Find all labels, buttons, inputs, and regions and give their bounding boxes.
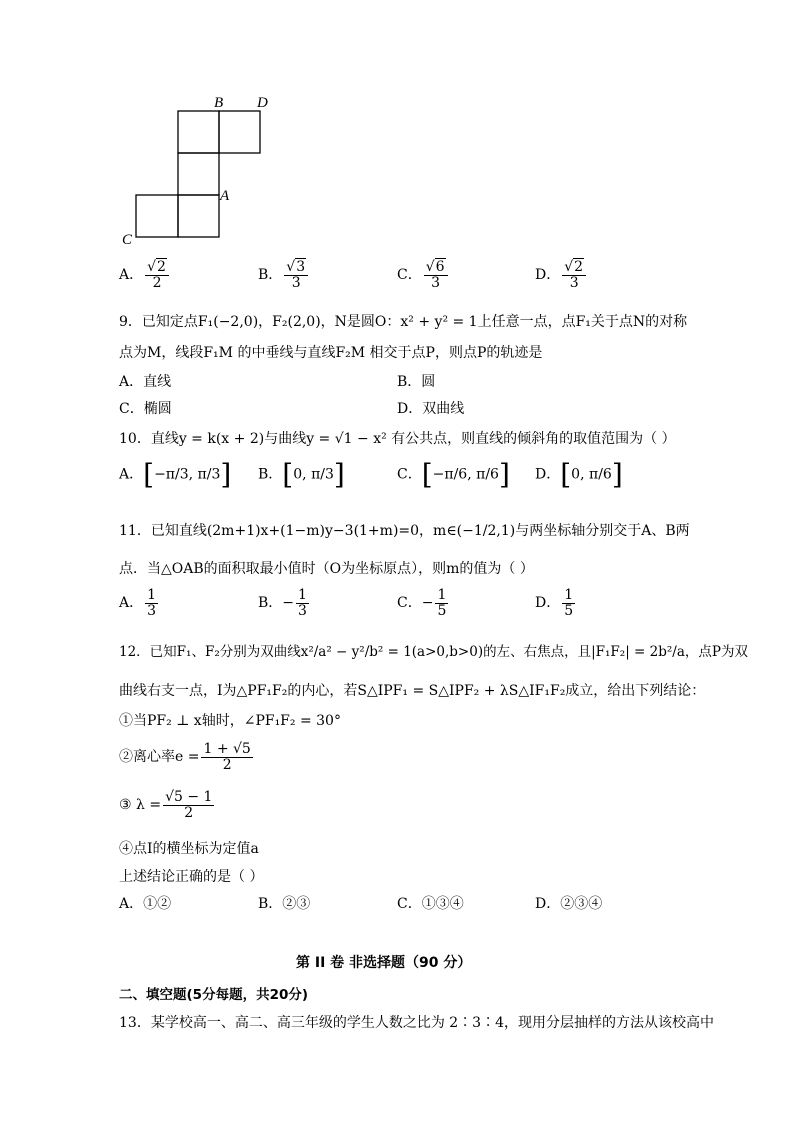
option-denominator: 3 <box>147 602 157 619</box>
option-letter: B． <box>258 466 283 483</box>
q11-stem-line2: 点．当△OAB的面积取最小值时（O为坐标原点），则m的值为（ ） <box>119 561 534 577</box>
q11-option-d <box>535 588 577 618</box>
option-letter: A． <box>119 466 144 483</box>
statement-numerator: √5 − 1 <box>165 789 213 805</box>
option-denominator: 5 <box>564 602 574 619</box>
q11-stem-line1: 11．已知直线(2m+1)x+(1−m)y−3(1+m)=0，m∈(−1/2,1)与两坐标轴分别交于A、B两 <box>119 523 690 539</box>
q8-option-d: D． $\frac{√2}{3}$ <box>535 260 588 290</box>
q12-conclusion: 上述结论正确的是（ ） <box>119 869 264 885</box>
option-numerator: 3 <box>296 259 306 275</box>
statement-prefix: ③ λ = <box>119 797 162 814</box>
q12-option-a: A．①② <box>119 896 172 912</box>
option-numerator: 1 <box>147 587 157 603</box>
figure-label-a: A <box>220 188 230 204</box>
interval-low: −π/3 <box>154 466 189 483</box>
option-letter: B． <box>258 595 283 612</box>
figure-label-b: B <box>214 95 224 111</box>
option-sign: − <box>421 595 434 612</box>
option-letter: C． <box>397 595 422 612</box>
option-denominator: 3 <box>298 602 307 619</box>
q9-stem-line2: 点为M，线段F₁M 的中垂线与直线F₂M 相交于点P，则点P的轨迹是 <box>119 345 543 361</box>
q8-option-a: A． $\frac{√2}{2}$ <box>119 260 171 290</box>
option-letter: B． <box>258 267 283 284</box>
interval-high: π/3 <box>311 466 334 483</box>
option-numerator: 1 <box>437 587 447 603</box>
option-letter: C． <box>397 267 422 284</box>
option-numerator: 6 <box>435 259 445 275</box>
q12-option-b: B．②③ <box>258 896 311 912</box>
option-numerator: 2 <box>574 259 584 275</box>
option-denominator: 2 <box>152 274 162 291</box>
section-subtitle: 二、填空题(5分每题，共20分) <box>119 987 309 1003</box>
option-letter: D． <box>535 595 561 612</box>
statement-prefix: ②离心率e = <box>119 749 200 766</box>
q12-statement-2 <box>119 742 255 772</box>
option-denominator: 3 <box>291 274 301 291</box>
option-denominator: 5 <box>437 602 447 619</box>
option-letter: D． <box>535 267 561 284</box>
q12-statement-4: ④点I的横坐标为定值a <box>119 841 259 857</box>
q9-option-b: B．圆 <box>397 374 436 390</box>
q12-stem-line2: 曲线右支一点，I为△PF₁F₂的内心，若S△IPF₁ = S△IPF₂ + λS△IF₁F₂成立，给出下列结论： <box>119 683 706 699</box>
option-denominator: 3 <box>569 274 579 291</box>
option-letter: D． <box>535 466 561 483</box>
q12-statement-1: ①当PF₂ ⊥ x轴时，∠PF₁F₂ = 30° <box>119 713 341 729</box>
q11-option-a <box>119 588 160 618</box>
interval-high: π/6 <box>589 466 612 483</box>
option-numerator: 1 <box>564 587 574 603</box>
q9-option-d: D．双曲线 <box>397 401 465 417</box>
q10-option-b: B．[0, π/3] <box>258 458 345 491</box>
statement-numerator: 1 + √5 <box>203 741 251 757</box>
q11-option-b <box>258 588 311 618</box>
q10-option-a: A．[−π/3, π/3] <box>119 458 232 491</box>
square-grid-figure <box>118 92 278 252</box>
option-denominator: 3 <box>431 274 441 291</box>
q10-option-c: C．[−π/6, π/6] <box>397 458 510 491</box>
grid-square-bottom-right <box>178 195 219 237</box>
q9-option-a: A．直线 <box>119 374 172 390</box>
figure-label-d: D <box>257 95 268 111</box>
option-numerator: 1 <box>298 587 307 603</box>
interval-low: 0 <box>571 466 581 483</box>
q12-option-d: D．②③④ <box>535 896 603 912</box>
grid-square-bottom-left <box>136 195 178 237</box>
interval-high: π/6 <box>476 466 499 483</box>
q9-stem-line1: 9．已知定点F₁(−2,0)，F₂(2,0)，N是圆O：x² + y² = 1上任意一点，点F₁关于点N的对称 <box>119 314 688 330</box>
q8-option-c: C． $\frac{√6}{3}$ <box>397 260 450 290</box>
section-title: 第 II 卷 非选择题（90 分） <box>296 955 472 971</box>
q8-option-b: B． $\frac{√3}{3}$ <box>258 260 310 290</box>
grid-square-top-right <box>219 111 260 153</box>
interval-low: 0 <box>293 466 303 483</box>
statement-denominator: 2 <box>184 804 194 821</box>
q13-stem-line1: 13．某学校高一、高二、高三年级的学生人数之比为 2∶3∶4，现用分层抽样的方法从该校高中 <box>119 1015 714 1031</box>
grid-square-middle <box>178 153 219 195</box>
statement-denominator: 2 <box>222 756 232 773</box>
interval-high: π/3 <box>197 466 221 483</box>
q10-stem: 10．直线y = k(x + 2)与曲线y = √1 − x² 有公共点，则直线的倾斜角的取值范围为（ ） <box>119 431 676 447</box>
q12-statement-3 <box>119 790 216 820</box>
q12-stem-line1: 12．已知F₁、F₂分别为双曲线x²/a² − y²/b² = 1(a>0,b>0)的左、右焦点，且|F₁F₂| = 2b²/a，点P为双 <box>119 644 748 660</box>
grid-square-top-left <box>178 111 219 153</box>
option-letter: A． <box>119 267 144 284</box>
option-numerator: 2 <box>157 259 166 275</box>
q10-option-d: D．[0, π/6] <box>535 458 623 491</box>
q9-option-c: C．椭圆 <box>119 401 172 417</box>
q11-option-c <box>397 588 450 618</box>
option-letter: A． <box>119 595 144 612</box>
figure-label-c: C <box>122 232 133 248</box>
q12-option-c: C．①③④ <box>397 896 464 912</box>
interval-low: −π/6 <box>432 466 468 483</box>
option-letter: C． <box>397 466 422 483</box>
option-sign: − <box>282 595 295 612</box>
